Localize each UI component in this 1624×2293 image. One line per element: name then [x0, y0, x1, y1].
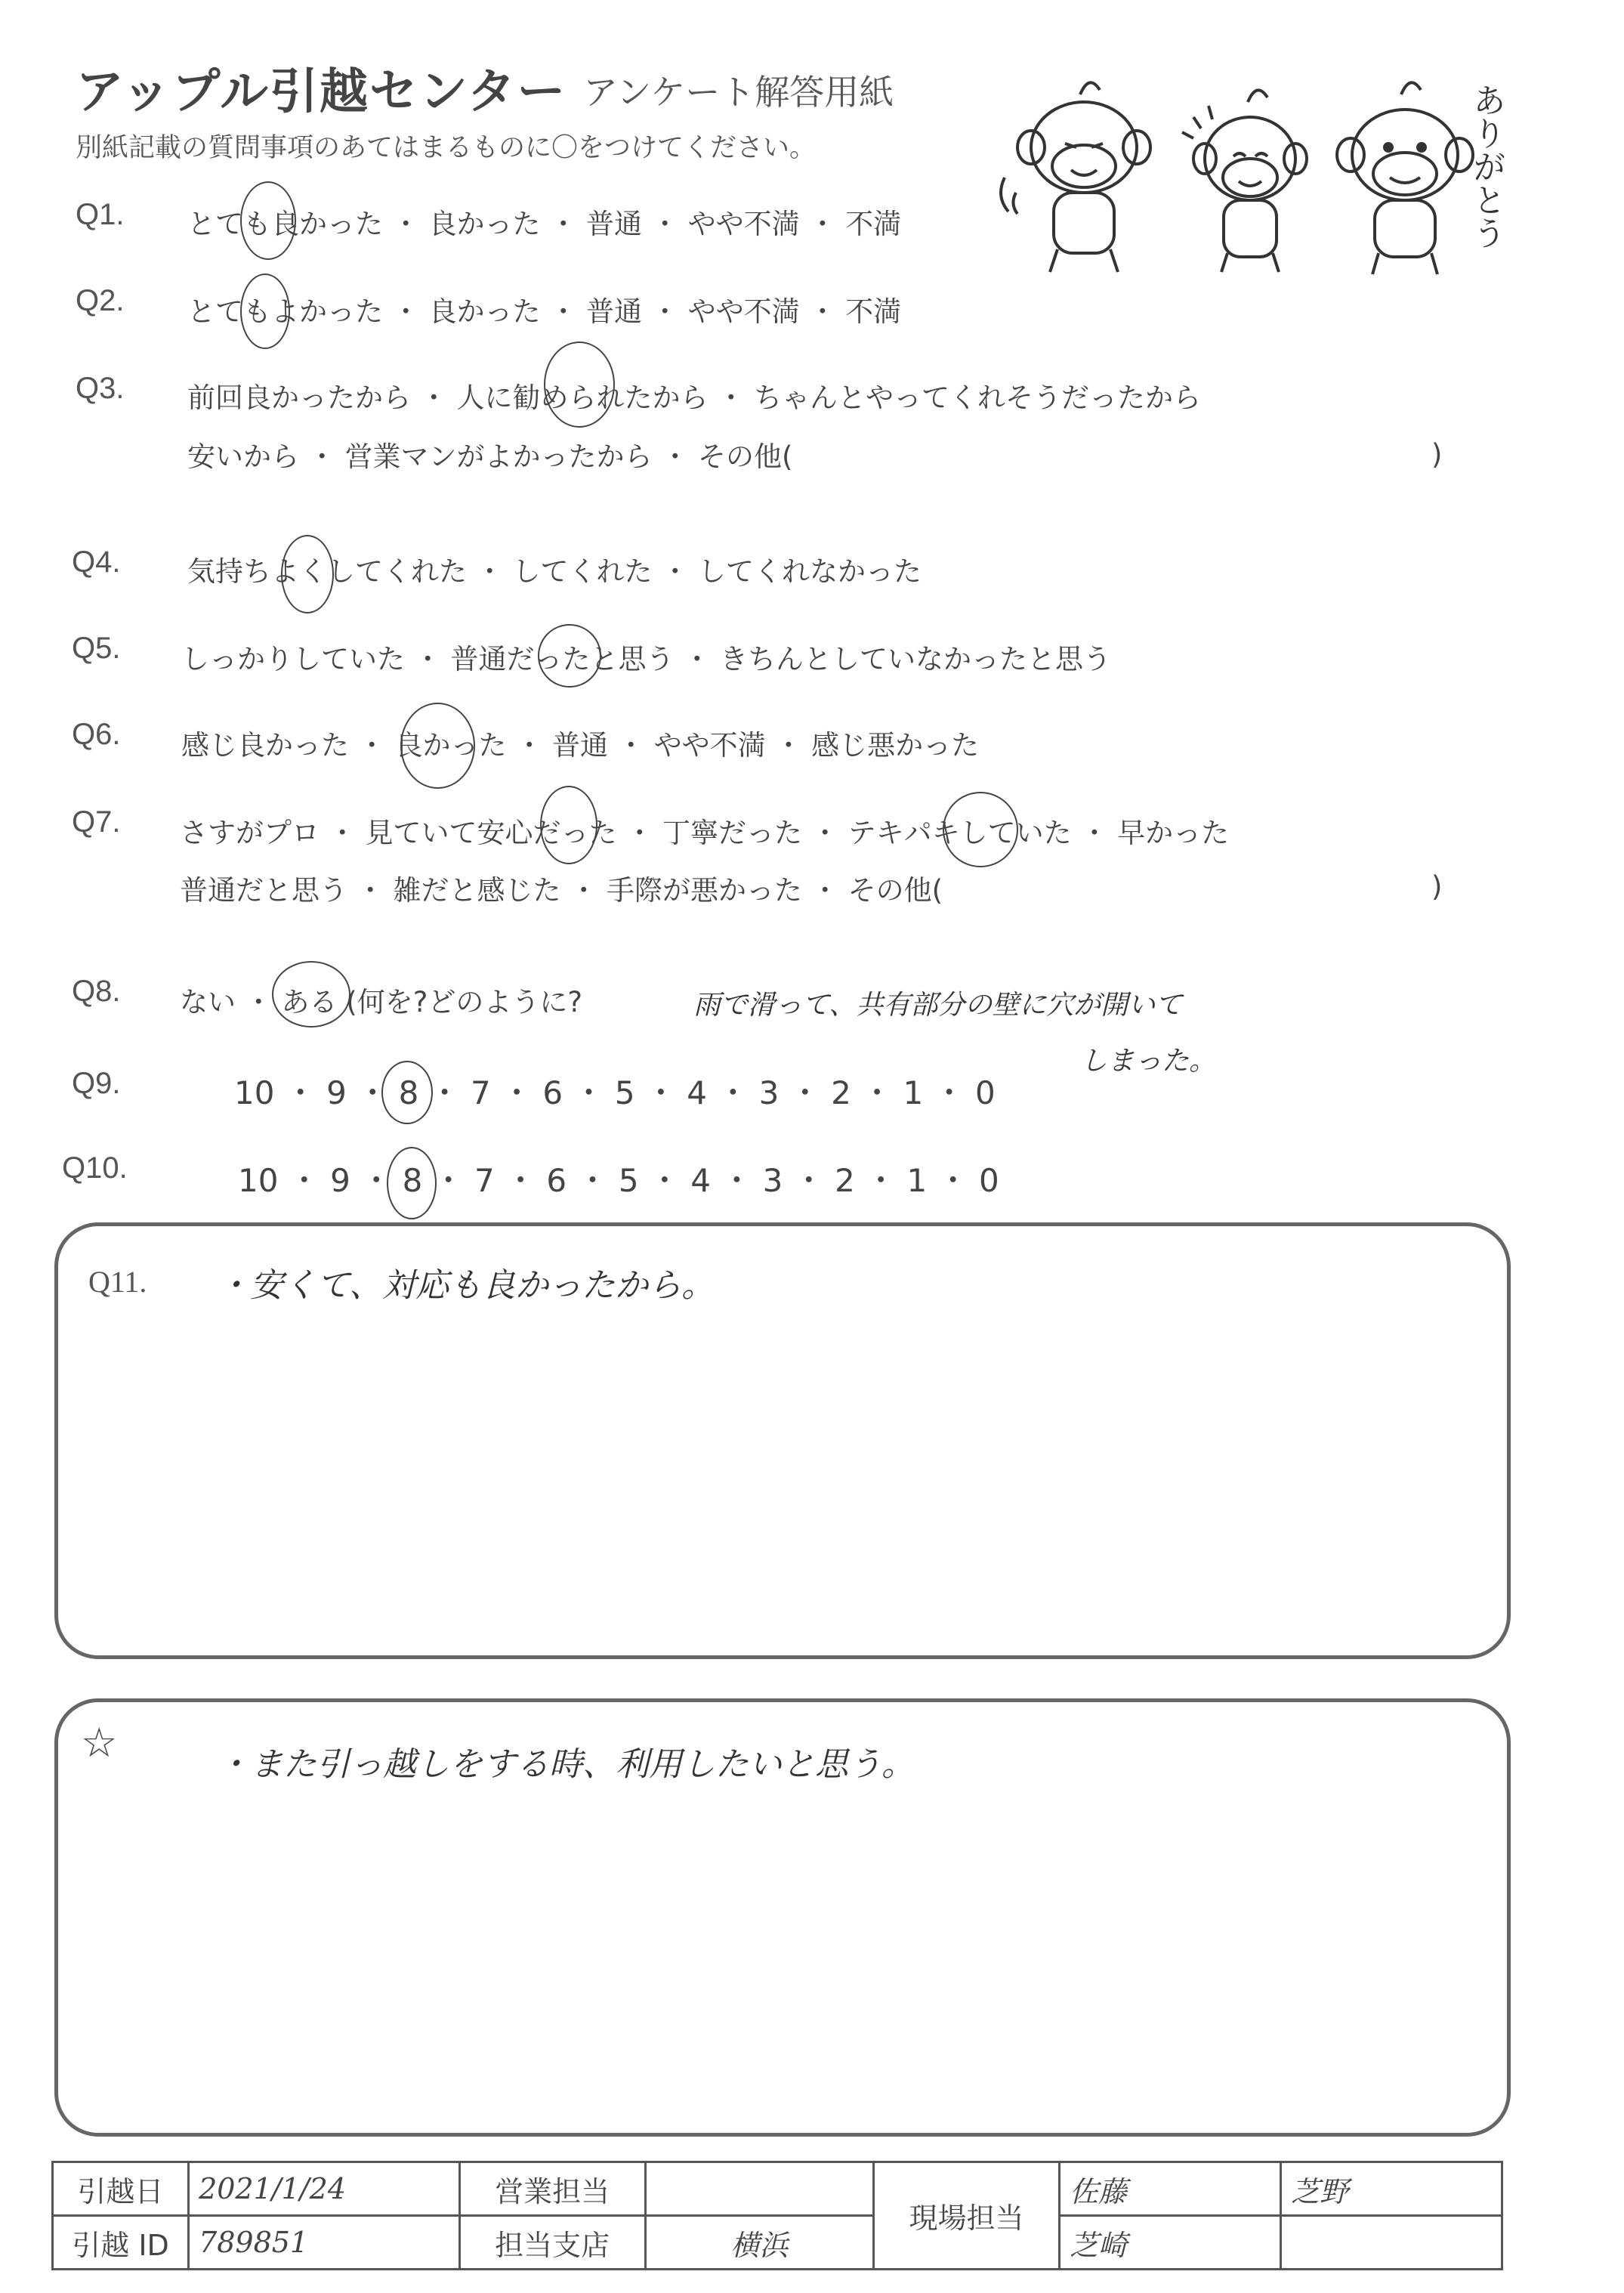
- q6-options[interactable]: 感じ良かった ・ 良かった ・ 普通 ・ やや不満 ・ 感じ悪かった: [181, 729, 980, 762]
- footer-info-table: [51, 2161, 1503, 2270]
- move-id-value[interactable]: 789851: [189, 2216, 460, 2270]
- q5-label: Q5.: [72, 632, 121, 665]
- instruction-text: 別紙記載の質問事項のあてはまるものに〇をつけてください。: [76, 133, 817, 163]
- site-staff-4[interactable]: [1280, 2216, 1502, 2270]
- q4-label: Q4.: [72, 545, 121, 579]
- branch-label: 担当支店: [459, 2216, 645, 2270]
- q4-options[interactable]: 気持ちよくしてくれた ・ してくれた ・ してくれなかった: [187, 555, 922, 588]
- q5-options[interactable]: しっかりしていた ・ 普通だったと思う ・ きちんとしていなかったと思う: [181, 643, 1112, 675]
- q2-label: Q2.: [76, 284, 125, 317]
- q7-options-line1[interactable]: さすがプロ ・ 見ていて安心だった ・ 丁寧だった ・ テキパキしていた ・ 早かった: [180, 817, 1230, 849]
- q7-close-paren: ): [1431, 870, 1443, 903]
- q1-options[interactable]: とても良かった ・ 良かった ・ 普通 ・ やや不満 ・ 不満: [187, 208, 902, 240]
- q8-options[interactable]: ない ・ ある (何を?どのように?: [180, 986, 582, 1018]
- q9-label: Q9.: [72, 1067, 121, 1100]
- q7-selection-circle-1: [540, 786, 597, 864]
- branch-value[interactable]: 横浜: [645, 2216, 873, 2270]
- q6-selection-circle: [400, 703, 475, 789]
- q8-label: Q8.: [72, 975, 121, 1008]
- q8-handwritten-answer-2: しまった。: [1080, 1046, 1217, 1077]
- q11-handwritten-answer: ・安くて、対応も良かったから。: [217, 1266, 715, 1305]
- q10-rating-scale[interactable]: 10 ・ 9 ・ 8 ・ 7 ・ 6 ・ 5 ・ 4 ・ 3 ・ 2 ・ 1 ・ 0: [238, 1162, 999, 1199]
- q1-selection-circle: [240, 181, 296, 260]
- move-id-label: 引越 ID: [53, 2216, 189, 2270]
- sales-label: 営業担当: [459, 2162, 645, 2216]
- monkey-mascot-illustration: [982, 72, 1526, 291]
- q1-label: Q1.: [76, 198, 125, 231]
- q4-selection-circle: [281, 535, 334, 613]
- star-comment-box[interactable]: [54, 1698, 1511, 2137]
- q8-selection-circle: [272, 961, 350, 1028]
- star-handwritten-comment: ・また引っ越しをする時、利用したいと思う。: [217, 1745, 915, 1784]
- q10-label: Q10.: [62, 1151, 128, 1185]
- q11-label: Q11.: [88, 1265, 147, 1299]
- q2-selection-circle: [240, 273, 290, 349]
- q3-close-paren: ): [1431, 438, 1443, 471]
- site-staff-3[interactable]: 芝崎: [1059, 2216, 1280, 2270]
- q3-label: Q3.: [76, 372, 125, 405]
- q7-label: Q7.: [72, 805, 121, 839]
- q5-selection-circle: [538, 624, 601, 688]
- q8-handwritten-answer-1: 雨で滑って、共有部分の壁に穴が開いて: [693, 990, 1183, 1021]
- q7-options-line2[interactable]: 普通だと思う ・ 雑だと感じた ・ 手際が悪かった ・ その他(: [180, 874, 943, 907]
- q3-options-line2[interactable]: 安いから ・ 営業マンがよかったから ・ その他(: [187, 440, 793, 473]
- site-staff-label: 現場担当: [874, 2162, 1060, 2270]
- form-title: アップル引越センター: [76, 64, 567, 120]
- q11-answer-box[interactable]: [54, 1222, 1511, 1659]
- mascot-caption: ありがとう: [1467, 83, 1505, 249]
- q2-options[interactable]: とてもよかった ・ 良かった ・ 普通 ・ やや不満 ・ 不満: [187, 295, 902, 328]
- q9-selection-circle: [381, 1061, 433, 1124]
- move-date-value[interactable]: 2021/1/24: [189, 2162, 460, 2216]
- q3-options-line1[interactable]: 前回良かったから ・ 人に勧められたから ・ ちゃんとやってくれそうだったから: [187, 382, 1202, 414]
- form-subtitle: アンケート解答用紙: [583, 72, 894, 113]
- q7-selection-circle-2: [943, 792, 1018, 867]
- site-staff-1[interactable]: 佐藤: [1059, 2162, 1280, 2216]
- q9-rating-scale[interactable]: 10 ・ 9 ・ 8 ・ 7 ・ 6 ・ 5 ・ 4 ・ 3 ・ 2 ・ 1 ・ 0: [234, 1074, 996, 1111]
- star-icon: ☆: [81, 1719, 118, 1766]
- sales-value[interactable]: [645, 2162, 873, 2216]
- q6-label: Q6.: [72, 718, 121, 751]
- leaf-icon: [1080, 82, 1100, 94]
- q10-selection-circle: [387, 1147, 437, 1219]
- q3-selection-circle: [544, 341, 615, 428]
- move-date-label: 引越日: [53, 2162, 189, 2216]
- site-staff-2[interactable]: 芝野: [1280, 2162, 1502, 2216]
